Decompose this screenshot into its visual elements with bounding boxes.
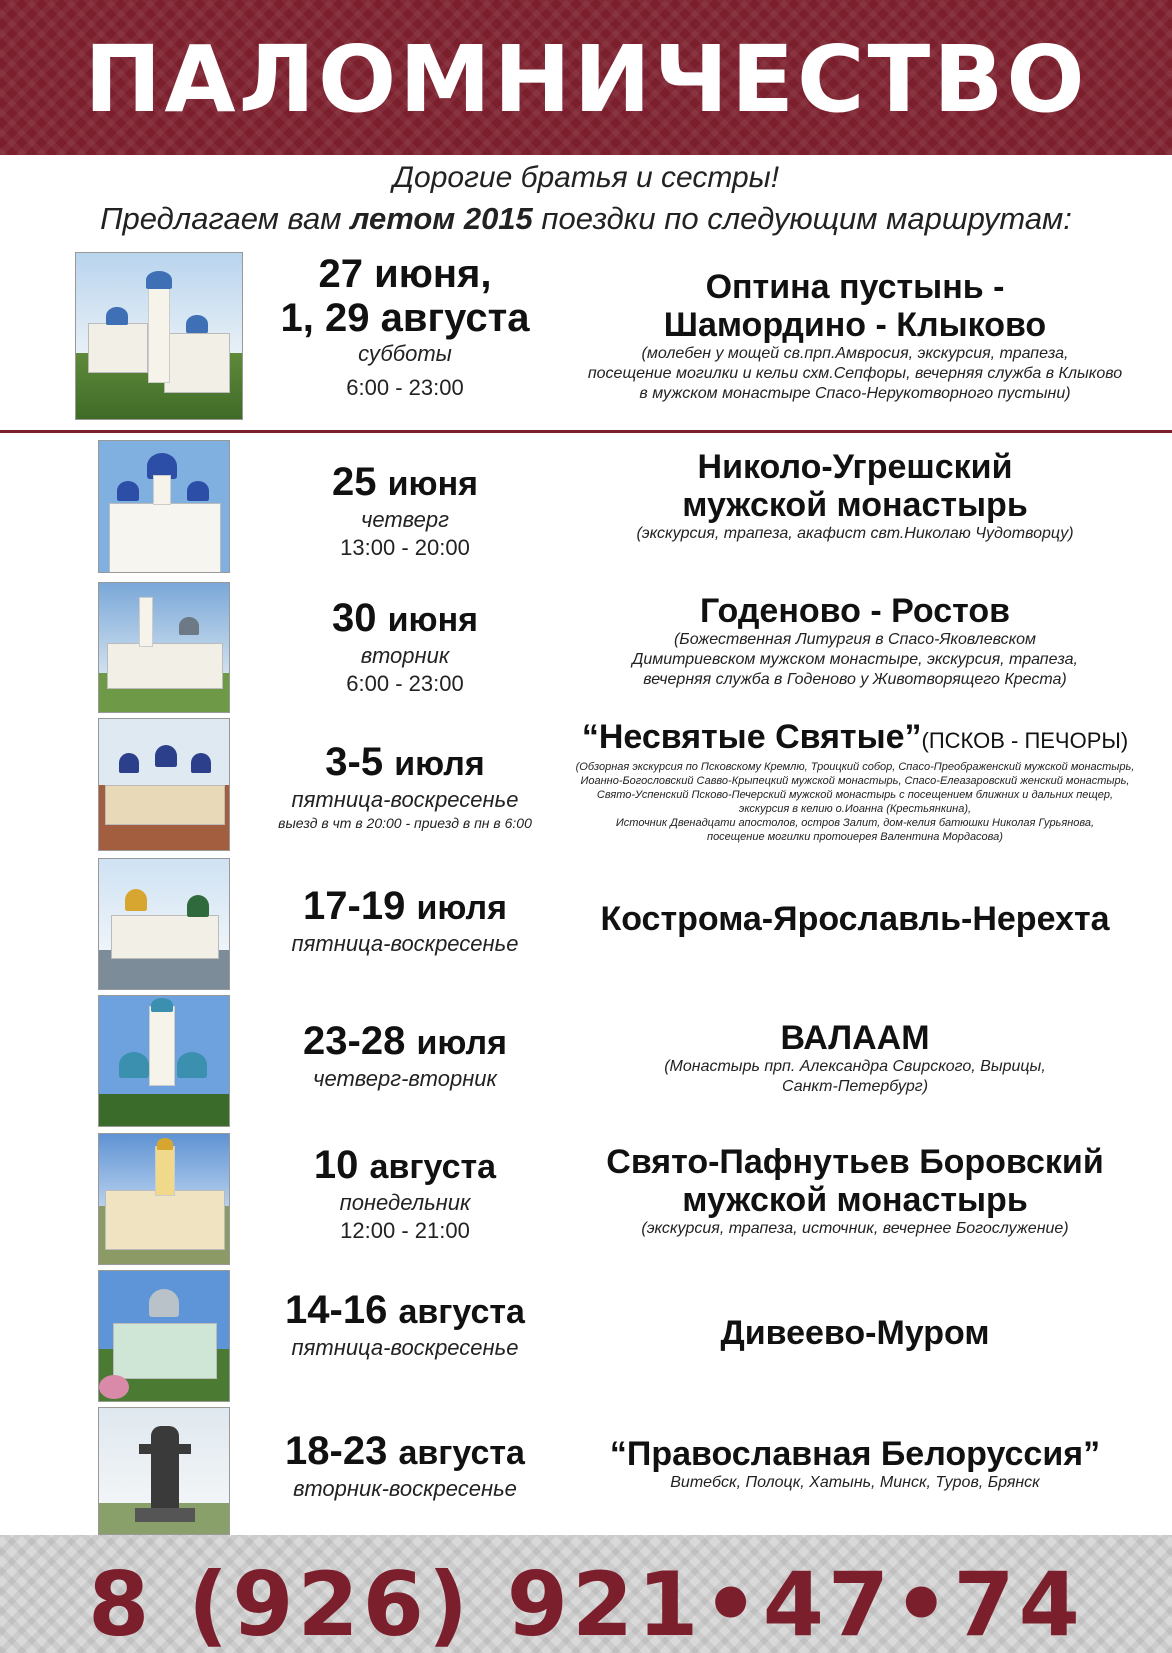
diveevo-cathedral-photo bbox=[98, 1270, 230, 1402]
intro-text bbox=[0, 158, 1172, 240]
page-title: ПАЛОМНИЧЕСТВО bbox=[84, 26, 1088, 133]
trip-date: 3-5 июля пятница-воскресенье выезд в чт в 20:00 - приезд в пн в 6:00 bbox=[278, 740, 532, 831]
footer-banner bbox=[0, 1535, 1172, 1653]
trip-destination: “Православная Белоруссия” Витебск, Полоцк, Хатынь, Минск, Туров, Брянск bbox=[609, 1435, 1101, 1491]
section-divider bbox=[0, 430, 1172, 433]
trip-row bbox=[0, 582, 1172, 714]
intro-season: летом 2015 bbox=[350, 201, 533, 236]
trip-destination: Дивеево-Муром bbox=[720, 1314, 990, 1352]
trip-date: 10 августа понедельник 12:00 - 21:00 bbox=[313, 1143, 497, 1243]
trip-date: 25 июня четверг 13:00 - 20:00 bbox=[332, 460, 478, 560]
intro-offer: Предлагаем вам летом 2015 поездки по следующим маршрутам: bbox=[100, 201, 1072, 236]
trip-row bbox=[0, 995, 1172, 1130]
trip-date: 30 июня вторник 6:00 - 23:00 bbox=[332, 596, 478, 696]
trip-row bbox=[0, 440, 1172, 575]
trip-date: 18-23 августа вторник-воскресенье bbox=[285, 1429, 525, 1501]
valaam-cathedral-photo bbox=[98, 995, 230, 1127]
trip-row bbox=[0, 252, 1172, 424]
trip-date: 23-28 июля четверг-вторник bbox=[303, 1019, 507, 1091]
trip-destination: ВАЛААМ (Монастырь прп. Александра Свирского, Вырицы, Санкт-Петербург) bbox=[664, 1019, 1046, 1095]
trip-destination: Николо-Угрешский мужской монастырь (экскурсия, трапеза, акафист свт.Николаю Чудотворцу) bbox=[636, 448, 1074, 542]
ipatiev-monastery-photo bbox=[98, 858, 230, 990]
cathedral-blue-domes-photo bbox=[98, 440, 230, 573]
statue-with-cross-photo bbox=[98, 1407, 230, 1535]
monastery-aerial-photo bbox=[75, 252, 243, 420]
greeting: Дорогие братья и сестры! bbox=[392, 161, 780, 194]
trip-row bbox=[0, 1133, 1172, 1268]
trip-row bbox=[0, 1270, 1172, 1405]
trip-date: 17-19 июля пятница-воскресенье bbox=[291, 884, 519, 956]
borovsk-gate-photo bbox=[98, 1133, 230, 1265]
trip-row bbox=[0, 858, 1172, 992]
trip-destination: “Несвятые Святые”(ПСКОВ - ПЕЧОРЫ) (Обзорная экскурсия по Псковскому Кремлю, Троицкий собор, Спасо-Преображенский мужской монастырь, Иоанно-Богословский Савво-Крыпецкий мужской монастырь, Спасо-Елеазаровский женский монастырь, Свято-Успенский Псково-Печерский мужской монастырь с посещением ближних и дальних пещер, экскурсия в келию о.Иоанна (Крестьянкина), Источник Двенадцати апостолов, остров Залит, дом-келия батюшки Николая Гурьянова, посещение могилки протоиерея Валентина Мордасова) bbox=[575, 718, 1135, 843]
trip-row bbox=[0, 1407, 1172, 1535]
trip-destination: Свято-Пафнутьев Боровский мужской монастырь (экскурсия, трапеза, источник, вечернее Богослужение) bbox=[606, 1143, 1104, 1237]
trip-destination: Годеново - Ростов (Божественная Литургия в Спасо-Яковлевском Димитриевском мужском монастыре, экскурсия, трапеза, вечерняя служба в Годеново у Животворящего Креста) bbox=[632, 592, 1078, 688]
pechory-monastery-photo bbox=[98, 718, 230, 851]
contact-phone[interactable]: 8 (926) 921•47•74 bbox=[88, 1553, 1084, 1653]
trip-destination: Кострома-Ярославль-Нерехта bbox=[600, 900, 1110, 938]
header-banner bbox=[0, 0, 1172, 155]
trip-destination: Оптина пустынь - Шамордино - Клыково (молебен у мощей св.прп.Амвросия, экскурсия, трапеза, посещение могилки и кельи схм.Сепфоры, вечерняя служба в Клыково в мужском монастыре Спасо-Нерукотворного пустыни) bbox=[587, 268, 1123, 402]
trip-date: 27 июня, 1, 29 августа субботы 6:00 - 23:00 bbox=[280, 252, 530, 400]
godenovo-church-photo bbox=[98, 582, 230, 713]
trip-row bbox=[0, 718, 1172, 854]
trip-date: 14-16 августа пятница-воскресенье bbox=[285, 1288, 525, 1360]
